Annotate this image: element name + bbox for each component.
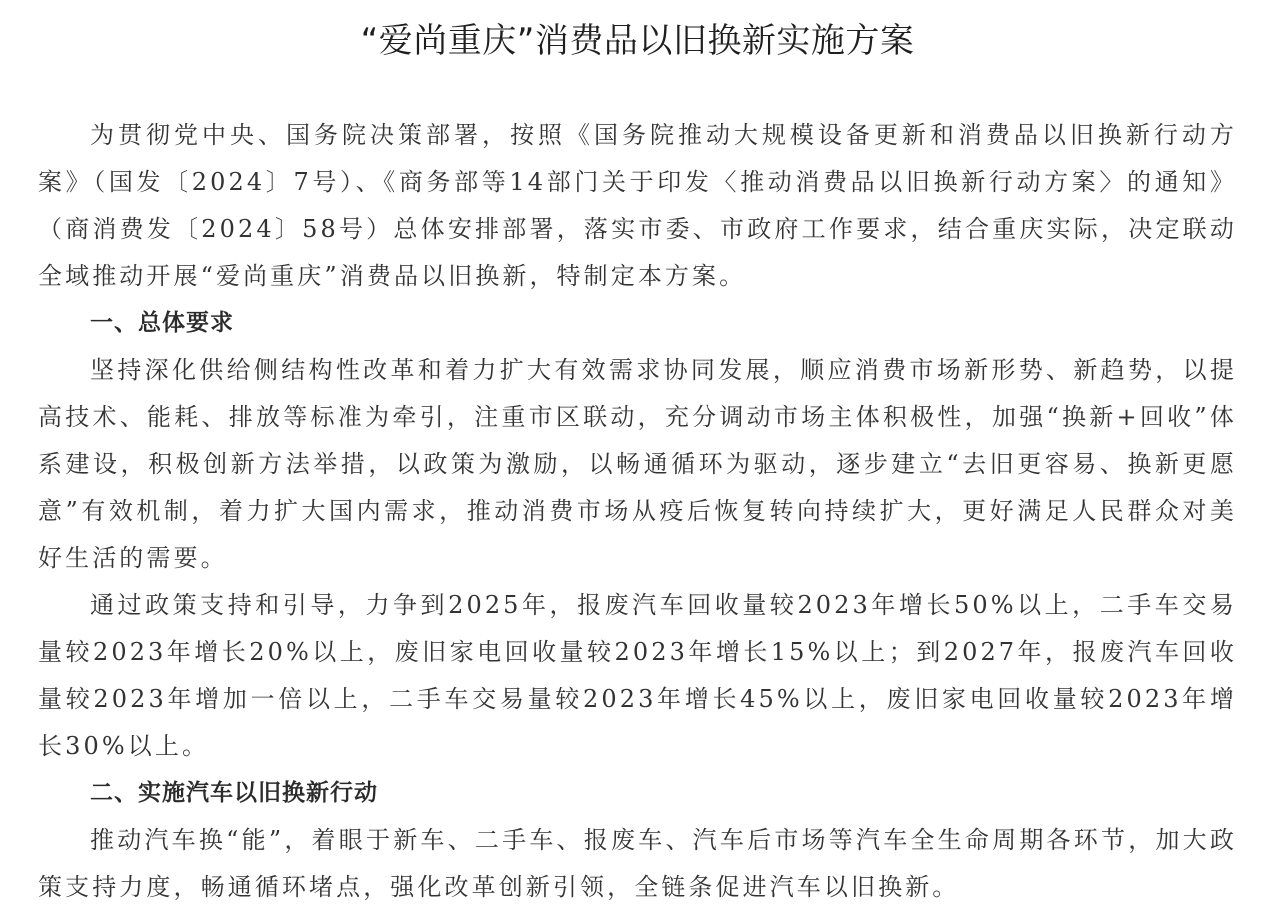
intro-paragraph: 为贯彻党中央、国务院决策部署，按照《国务院推动大规模设备更新和消费品以旧换新行动方案》（国发〔2024〕7号）、《商务部等14部门关于印发〈推动消费品以旧换新行动方案〉的通知》（商消费发〔2024〕58号）总体安排部署，落实市委、市政府工作要求，结合重庆实际，决定联动全域推动开展“爱尚重庆”消费品以旧换新，特制定本方案。 bbox=[38, 121, 1237, 290]
section-heading-general-requirements: 一、总体要求 bbox=[90, 310, 234, 336]
document-title: “爱尚重庆”消费品以旧换新实施方案 bbox=[360, 21, 915, 61]
section-heading-auto-trade-in: 二、实施汽车以旧换新行动 bbox=[90, 780, 378, 806]
targets-paragraph: 通过政策支持和引导，力争到2025年，报废汽车回收量较2023年增长50%以上，二手车交易量较2023年增长20%以上，废旧家电回收量较2023年增长15%以上；到2027年，报废汽车回收量较2023年增加一倍以上，二手车交易量较2023年增长45%以上，废旧家电回收量较2023年增长30%以上。 bbox=[38, 591, 1237, 760]
auto-trade-in-paragraph: 推动汽车换“能”，着眼于新车、二手车、报废车、汽车后市场等汽车全生命周期各环节，加大政策支持力度，畅通循环堵点，强化改革创新引领，全链条促进汽车以旧换新。 bbox=[38, 826, 1237, 901]
document-body bbox=[38, 112, 1237, 911]
general-requirements-paragraph: 坚持深化供给侧结构性改革和着力扩大有效需求协同发展，顺应消费市场新形势、新趋势，以提高技术、能耗、排放等标准为牵引，注重市区联动，充分调动市场主体积极性，加强“换新+回收”体系建设，积极创新方法举措，以政策为激励，以畅通循环为驱动，逐步建立“去旧更容易、换新更愿意”有效机制，着力扩大国内需求，推动消费市场从疫后恢复转向持续扩大，更好满足人民群众对美好生活的需要。 bbox=[38, 356, 1237, 572]
